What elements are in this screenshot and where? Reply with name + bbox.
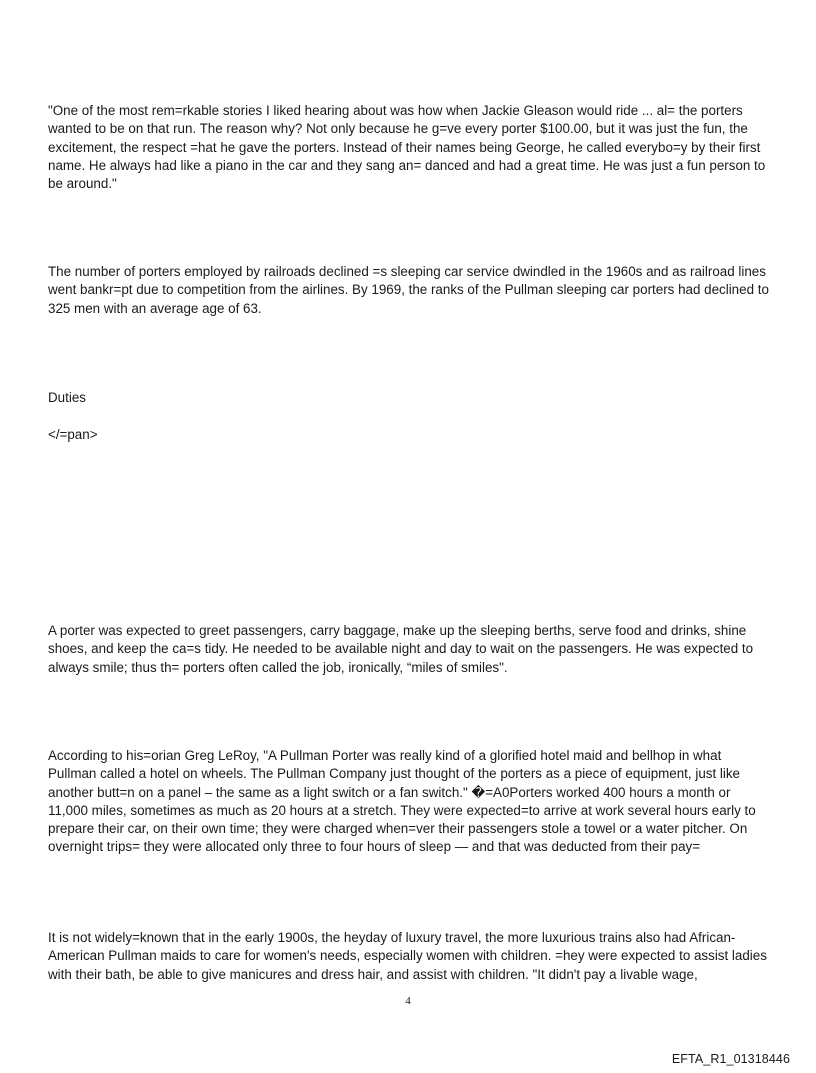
stray-markup-text: </=pan>	[48, 427, 98, 442]
paragraph-pullman-maids: It is not widely=known that in the early 1900s, the heyday of luxury travel, the more luxurious trains also had African-American Pullman maids to care for women's needs, especially women with children. =hey were expected to assist ladies with their bath, be able to give manicures and dress hair, and assist with children. "It didn't pay a livable wage,	[48, 930, 767, 982]
page-number: 4	[405, 995, 411, 1007]
document-id: EFTA_R1_01318446	[671, 1052, 790, 1066]
paragraph-greg-leroy-quote: According to his=orian Greg LeRoy, "A Pullman Porter was really kind of a glorified hotel maid and bellhop in what Pullman called a hotel on wheels. The Pullman Company just thought of the porters as a piece of equipment, just like another butt=n on a panel – the same as a light switch or a fan switch." �=A0Porters worked 400 hours a month or 11,000 miles, sometimes as much as 20 hours at a stretch. They were expected=to arrive at work several hours early to prepare their car, on their own time; they were charged when=ver their passengers stole a towel or a water pitcher. On overnight trips= they were allocated only three to four hours of sleep — and that was deducted from their pay=	[48, 748, 756, 855]
paragraph-porter-duties: A porter was expected to greet passengers, carry baggage, make up the sleeping berths, serve food and drinks, shine shoes, and keep the ca=s tidy. He needed to be available night and day to wait on the passengers. He was expected to always smile; thus th= porters often called the job, ironically, “miles of smiles".	[48, 623, 754, 675]
paragraph-jackie-gleason-quote: "One of the most rem=rkable stories I liked hearing about was how when Jackie Gleason would ride ... al= the porters wanted to be on that run. The reason why? Not only because he g=ve every porter $100.00, but it was just the fun, the excitement, the respect =hat he gave the porters. Instead of their names being George, he called everybo=y by their first name. He always had like a piano in the car and they sang an= danced and had a great time. He was just a fun person to be around."	[48, 103, 766, 192]
paragraph-porter-decline: The number of porters employed by railroads declined =s sleeping car service dwindled in the 1960s and as railroad lines went bankr=pt due to competition from the airlines. By 1969, the ranks of the Pullman sleeping car porters had declined to 325 men with an average age of 63.	[48, 264, 769, 316]
section-heading-duties: Duties	[48, 390, 86, 405]
